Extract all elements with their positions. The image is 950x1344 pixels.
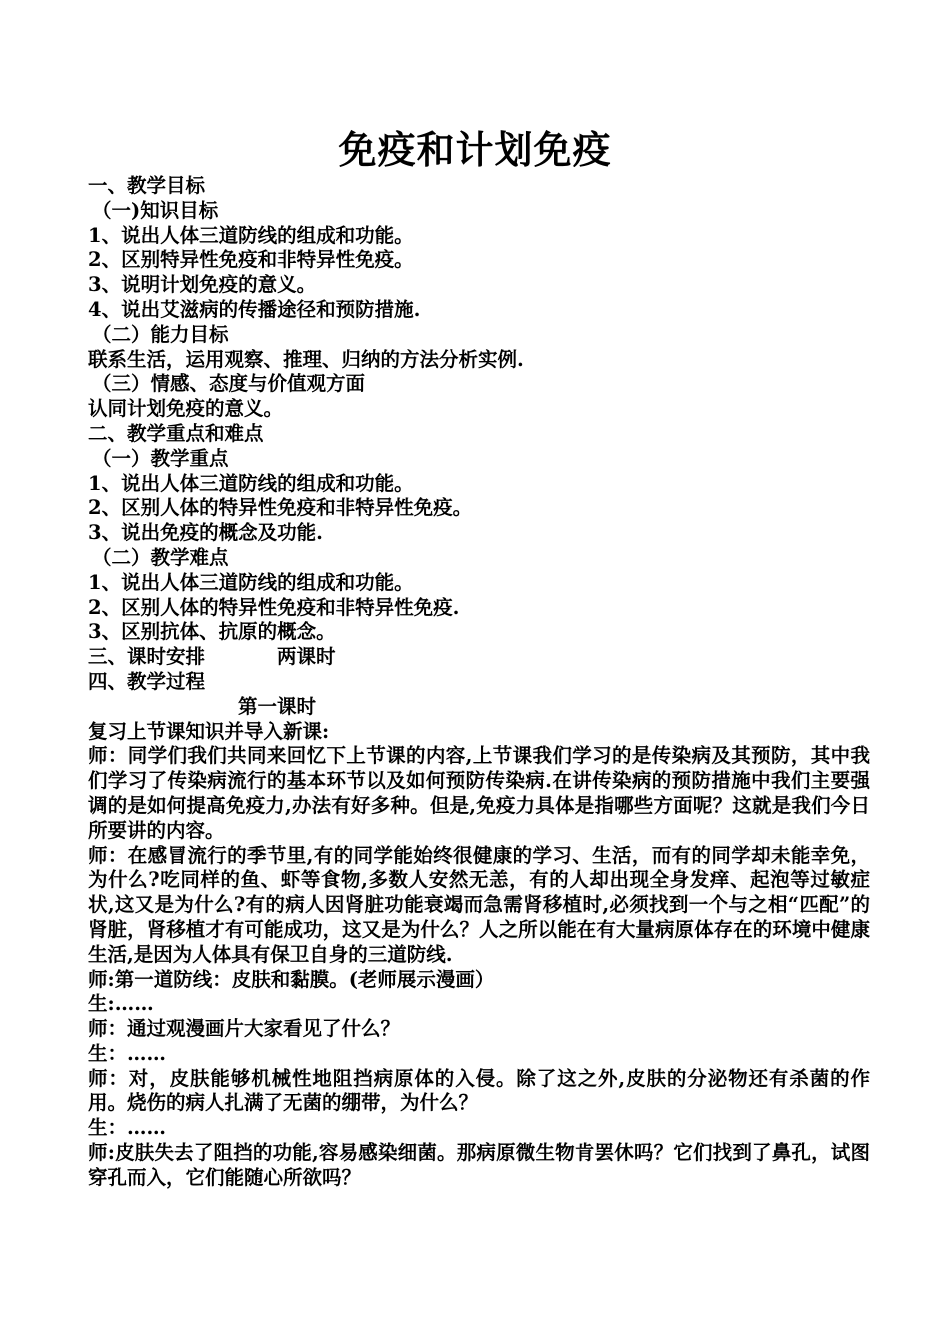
dialog-line-5: 生：……: [88, 1116, 167, 1140]
objective-item-2: 2、区别特异性免疫和非特异性免疫。: [88, 248, 414, 272]
document-body: [88, 174, 870, 1191]
document-title: 免疫和计划免疫: [338, 127, 612, 172]
schedule-label: 三、课时安排: [88, 645, 206, 669]
difficulty-item-2: 2、区别人体的特异性免疫和非特异性免疫.: [88, 595, 460, 619]
dialog-line-3: 师：通过观漫画片大家看见了什么？: [88, 1017, 401, 1041]
focus-item-2: 2、区别人体的特异性免疫和非特异性免疫。: [88, 496, 473, 520]
objective-item-1: 1、说出人体三道防线的组成和功能。: [88, 223, 414, 247]
objective-item-3: 3、说明计划免疫的意义。: [88, 273, 317, 297]
dialog-line-1: 师:第一道防线：皮肤和黏膜。(老师展示漫画）: [88, 967, 495, 991]
focus-item-1: 1、说出人体三道防线的组成和功能。: [88, 471, 414, 495]
subheading-values-objectives: （三）情感、态度与价值观方面: [92, 372, 366, 396]
dialog-line-2: 生:……: [88, 992, 154, 1016]
teacher-paragraph-4: 师:皮肤失去了阻挡的功能,容易感染细菌。那病原微生物肯罢休吗？它们找到了鼻孔，试图穿孔而入，它们能随心所欲吗？: [88, 1141, 870, 1189]
review-heading: 复习上节课知识并导入新课:: [88, 719, 330, 743]
focus-item-3: 3、说出免疫的概念及功能.: [88, 521, 323, 545]
schedule-line: [88, 645, 870, 670]
values-objective-text: 认同计划免疫的意义。: [88, 397, 284, 421]
section-heading-key-points: 二、教学重点和难点: [88, 421, 264, 445]
ability-objective-text: 联系生活，运用观察、推理、归纳的方法分析实例.: [88, 347, 524, 371]
teacher-paragraph-2: 师：在感冒流行的季节里,有的同学能始终很健康的学习、生活，而有的同学却未能幸免，为什么?吃同样的鱼、虾等食物,多数人安然无恙，有的人却出现全身发痒、起泡等过敏症状,这又是为什么?有的病人因肾脏功能衰竭而急需肾移植时,必须找到一个与之相“匹配”的肾脏，肾移植才有可能成功，这又是为什么？人之所以能在有大量病原体存在的环境中健康生活,是因为人体具有保卫自身的三道防线.: [88, 843, 870, 966]
schedule-value: 两课时: [277, 645, 336, 669]
subheading-teaching-difficulty: （二）教学难点: [92, 545, 229, 569]
section-heading-objectives: 一、教学目标: [88, 174, 206, 197]
difficulty-item-1: 1、说出人体三道防线的组成和功能。: [88, 570, 414, 594]
teacher-paragraph-3: 师：对，皮肤能够机械性地阻挡病原体的入侵。除了这之外,皮肤的分泌物还有杀菌的作用。烧伤的病人扎满了无菌的绷带，为什么？: [88, 1066, 870, 1115]
dialog-line-4: 生：……: [88, 1041, 167, 1065]
lesson-heading: 第一课时: [238, 694, 317, 718]
difficulty-item-3: 3、区别抗体、抗原的概念。: [88, 620, 336, 644]
objective-item-4: 4、说出艾滋病的传播途径和预防措施.: [88, 297, 421, 321]
section-heading-process: 四、教学过程: [88, 669, 206, 693]
subheading-knowledge-objectives: （一)知识目标: [92, 198, 219, 222]
subheading-teaching-focus: （一）教学重点: [92, 446, 229, 470]
subheading-ability-objectives: （二）能力目标: [92, 322, 229, 346]
teacher-paragraph-1: 师：同学们我们共同来回忆下上节课的内容,上节课我们学习的是传染病及其预防，其中我们学习了传染病流行的基本环节以及如何预防传染病.在讲传染病的预防措施中我们主要强调的是如何提高免疫力,办法有好多种。但是,免疫力具体是指哪些方面呢？这就是我们今日所要讲的内容。: [88, 744, 870, 842]
